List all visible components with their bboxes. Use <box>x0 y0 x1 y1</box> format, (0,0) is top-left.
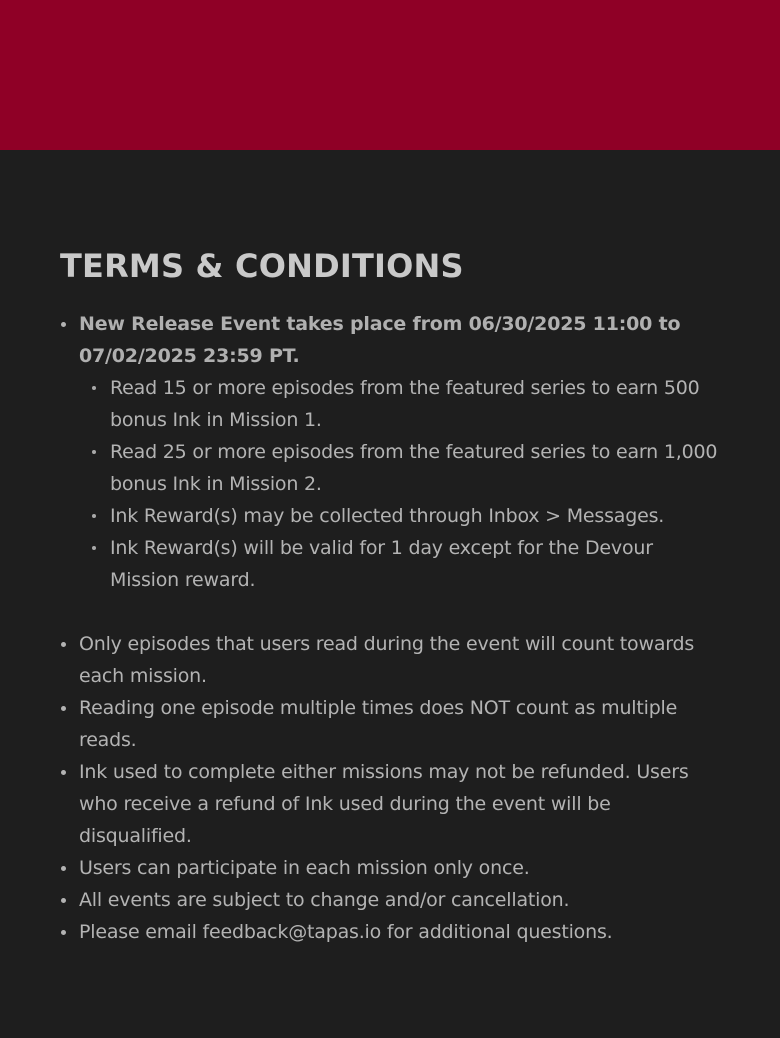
list-item: Only episodes that users read during the event will count towards each mission. <box>60 628 720 692</box>
terms-list <box>60 308 720 948</box>
mission-details-list <box>79 372 720 596</box>
terms-title: TERMS & CONDITIONS <box>60 247 464 285</box>
list-item: Reading one episode multiple times does NOT count as multiple reads. <box>60 692 720 756</box>
list-item: Ink used to complete either missions may not be refunded. Users who receive a refund of Ink used during the event will be disqualified. <box>60 756 720 852</box>
list-item: Read 15 or more episodes from the featured series to earn 500 bonus Ink in Mission 1. <box>91 372 720 436</box>
list-item: Ink Reward(s) will be valid for 1 day except for the Devour Mission reward. <box>91 532 720 596</box>
list-item: Please email feedback@tapas.io for additional questions. <box>60 916 720 948</box>
terms-section <box>0 150 780 948</box>
list-item-event-period <box>60 308 720 628</box>
event-period-text: New Release Event takes place from 06/30/2025 11:00 to 07/02/2025 23:59 PT. <box>79 313 681 367</box>
list-item: Read 25 or more episodes from the featured series to earn 1,000 bonus Ink in Mission 2. <box>91 436 720 500</box>
spacer <box>79 596 720 628</box>
list-item: Ink Reward(s) may be collected through Inbox > Messages. <box>91 500 720 532</box>
list-item: Users can participate in each mission only once. <box>60 852 720 884</box>
list-item: All events are subject to change and/or cancellation. <box>60 884 720 916</box>
header-banner <box>0 0 780 150</box>
